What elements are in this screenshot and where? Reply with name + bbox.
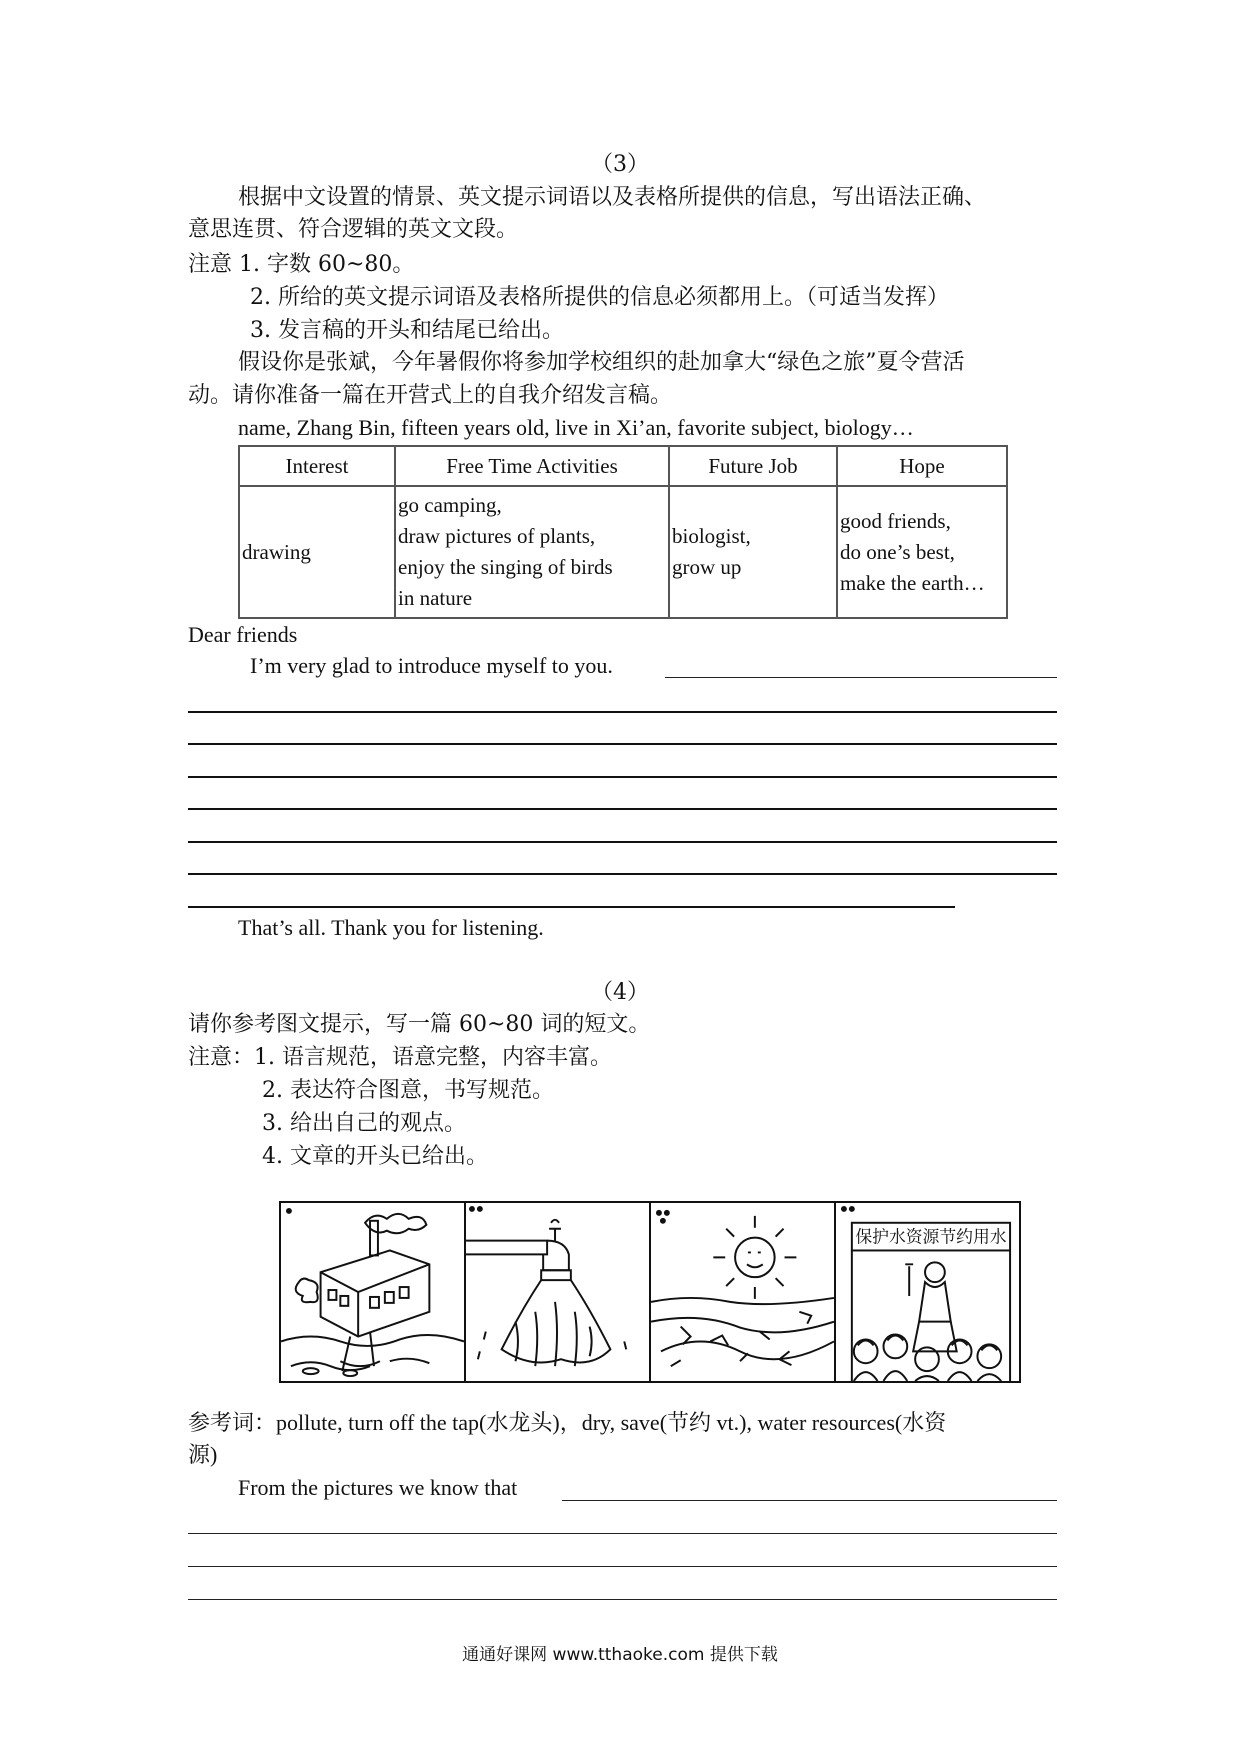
water-saving-speech-illustration <box>836 1203 1019 1381</box>
table-header: Future Job <box>669 446 837 486</box>
page-footer: 通通好课网 www.tthaoke.com 提供下载 <box>462 1645 778 1665</box>
answer-line[interactable] <box>188 906 955 908</box>
water-saving-banner: 保护水资源节约用水 <box>855 1226 1007 1247</box>
table-cell: go camping, draw pictures of plants, enjoy the singing of birds in nature <box>395 486 669 618</box>
reference-words-line-1: 参考词：pollute, turn off the tap(水龙头)，dry, save(节约 vt.), water resources(水资 <box>188 1410 947 1435</box>
table-header: Free Time Activities <box>395 446 669 486</box>
reference-words-line-2: 源) <box>188 1442 218 1467</box>
section-4-note-4: 4. 文章的开头已给出。 <box>262 1144 488 1169</box>
opening-sentence: I’m very glad to introduce myself to you. <box>250 653 613 678</box>
answer-line[interactable] <box>188 808 1057 810</box>
instruction-line-2: 意思连贯、符合逻辑的英文文段。 <box>188 217 519 242</box>
factory-pollution-illustration <box>281 1203 466 1381</box>
answer-line[interactable] <box>188 711 1057 713</box>
section-4-number: （4） <box>591 980 649 1005</box>
section-4-note-3: 3. 给出自己的观点。 <box>262 1111 466 1136</box>
section-4-note-1: 注意：1. 语言规范，语意完整，内容丰富。 <box>188 1045 612 1070</box>
running-tap-illustration <box>466 1203 651 1381</box>
closing-sentence: That’s all. Thank you for listening. <box>238 915 544 940</box>
answer-line[interactable] <box>188 1566 1057 1567</box>
greeting: Dear friends <box>188 622 298 647</box>
table-cell: drawing <box>239 486 395 618</box>
answer-line[interactable] <box>562 1500 1057 1501</box>
instruction-line-1: 根据中文设置的情景、英文提示词语以及表格所提供的信息，写出语法正确、 <box>238 185 987 210</box>
hint-words: name, Zhang Bin, fifteen years old, live in Xi’an, favorite subject, biology… <box>238 415 914 440</box>
scenario-line-1: 假设你是张斌，今年暑假你将参加学校组织的赴加拿大“绿色之旅”夏令营活 <box>238 350 965 375</box>
note-3: 3. 发言稿的开头和结尾已给出。 <box>250 318 564 343</box>
scenario-line-2: 动。请你准备一篇在开营式上的自我介绍发言稿。 <box>188 383 673 408</box>
comic-strip <box>279 1201 1021 1383</box>
drought-sun-illustration <box>651 1203 836 1381</box>
table-row <box>239 486 1007 618</box>
table-header: Interest <box>239 446 395 486</box>
section-4-instruction: 请你参考图文提示，写一篇 60~80 词的短文。 <box>188 1012 651 1037</box>
note-1: 注意 1. 字数 60~80。 <box>188 252 415 277</box>
note-2: 2. 所给的英文提示词语及表格所提供的信息必须都用上。（可适当发挥） <box>250 285 949 310</box>
answer-line[interactable] <box>188 776 1057 778</box>
answer-line[interactable] <box>188 873 1057 875</box>
answer-line[interactable] <box>188 1533 1057 1534</box>
table-header-row <box>239 446 1007 486</box>
section-3-number: （3） <box>591 152 649 177</box>
answer-line[interactable] <box>665 677 1057 678</box>
hint-table <box>238 445 1008 619</box>
table-cell: good friends, do one’s best, make the earth… <box>837 486 1007 618</box>
table-header: Hope <box>837 446 1007 486</box>
answer-line[interactable] <box>188 743 1057 745</box>
section-4-note-2: 2. 表达符合图意，书写规范。 <box>262 1078 554 1103</box>
pictures-opening-sentence: From the pictures we know that <box>238 1475 518 1500</box>
table-cell: biologist, grow up <box>669 486 837 618</box>
answer-line[interactable] <box>188 1599 1057 1600</box>
answer-line[interactable] <box>188 841 1057 843</box>
